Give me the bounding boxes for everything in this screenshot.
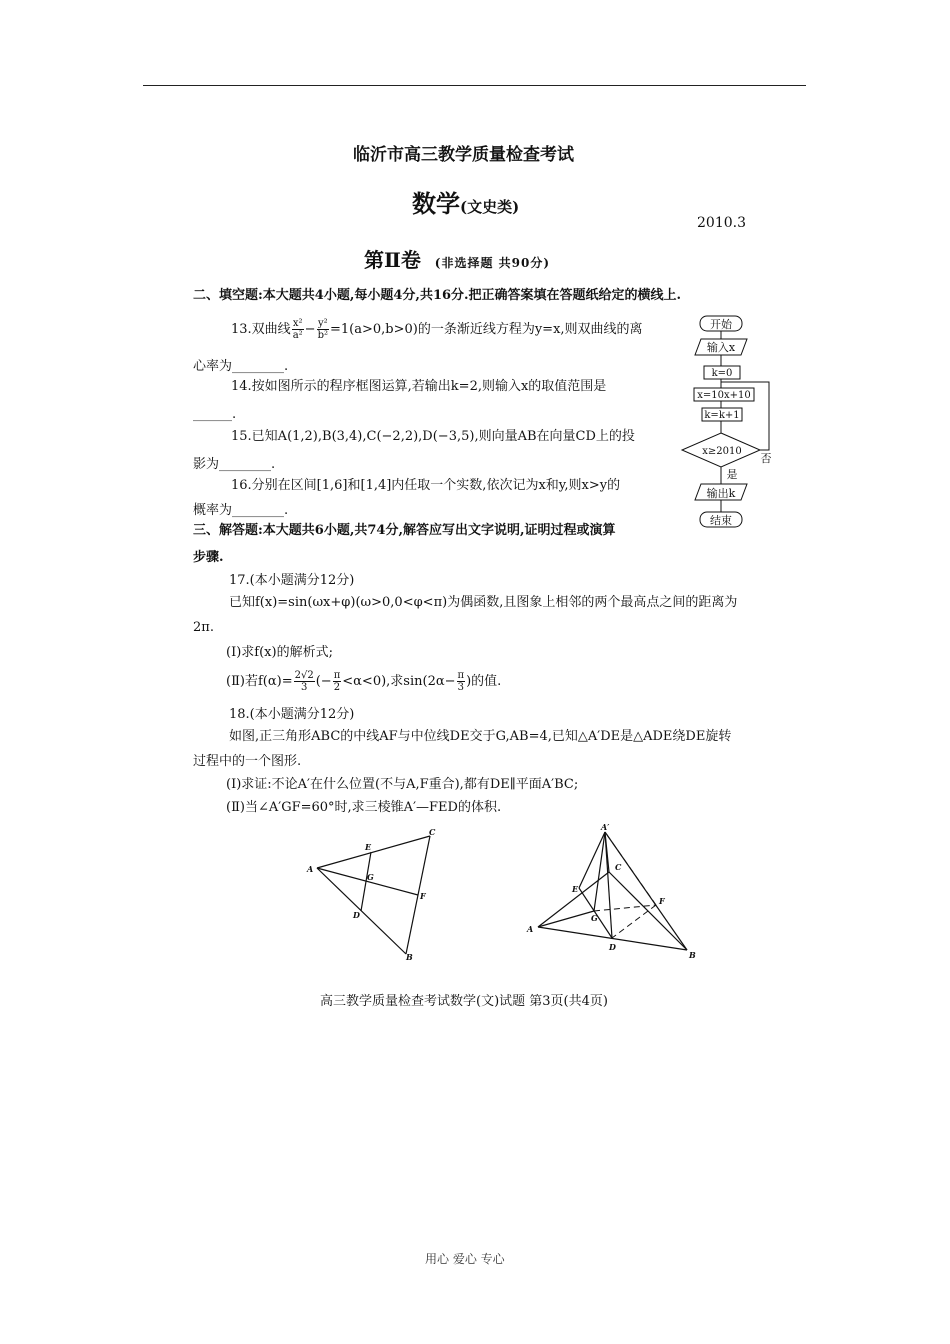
flow-yes-label: 是 <box>726 468 738 481</box>
q13-fraction-1 <box>292 318 304 341</box>
subject-name: 数学 <box>412 189 460 218</box>
flow-no-label: 否 <box>760 452 772 465</box>
question-18-part2: (Ⅱ)当∠A′GF=60°时,求三棱锥A′—FED的体积. <box>226 800 502 815</box>
label-F: F <box>659 896 665 906</box>
question-17-line1: 已知f(x)=sin(ωx+φ)(ω>0,0<φ<π)为偶函数,且图象上相邻的两个最高点之间的距离为 <box>229 595 738 610</box>
label-A: A <box>307 864 314 874</box>
figure-plane-triangle <box>305 826 440 961</box>
subject-title <box>412 184 519 219</box>
part-note: (非选择题 共90分) <box>434 256 551 270</box>
flow-condition-label: x≥2010 <box>702 446 742 457</box>
label-D: D <box>609 942 616 952</box>
label-F: F <box>420 891 426 901</box>
label-G: G <box>591 913 598 923</box>
q17p2-fraction-2 <box>333 670 342 693</box>
edge-AC <box>317 836 430 868</box>
question-17-heading: 17.(本小题满分12分) <box>229 573 355 588</box>
q17p2-fraction-3 <box>457 670 466 693</box>
program-flowchart <box>680 312 790 532</box>
q17p2-frac1-num: 2√2 <box>294 670 314 681</box>
q13-frac1-den: a² <box>292 330 303 341</box>
top-rule <box>143 85 806 86</box>
flow-update-k-label: k=k+1 <box>704 410 740 421</box>
section3-heading-line1: 三、解答题:本大题共6小题,共74分,解答应写出文字说明,证明过程或演算 <box>193 523 616 538</box>
figure-folded-pyramid <box>525 820 700 965</box>
q17p2-fraction-1 <box>294 670 315 693</box>
label-B: B <box>406 952 413 961</box>
label-C: C <box>429 827 436 837</box>
q13-fraction-2 <box>317 318 329 341</box>
question-17-line2: 2π. <box>193 620 214 635</box>
q13-frac2-den: b² <box>317 330 328 341</box>
label-C: C <box>615 862 622 872</box>
flow-init-label: k=0 <box>711 368 733 379</box>
label-E: E <box>365 842 372 852</box>
question-13-line1 <box>231 318 643 341</box>
edge-A1D <box>605 832 612 938</box>
question-18-heading: 18.(本小题满分12分) <box>229 707 355 722</box>
q17p2-frac3-num: π <box>457 670 465 681</box>
flow-input-label: 输入x <box>706 341 736 354</box>
page-footer: 高三教学质量检查考试数学(文)试题 第3页(共4页) <box>320 994 608 1009</box>
section3-heading-line2: 步骤. <box>193 550 224 565</box>
q13-frac1-num: x² <box>292 318 303 329</box>
exam-date: 2010.3 <box>697 215 746 231</box>
exam-title: 临沂市高三教学质量检查考试 <box>353 145 574 165</box>
question-14-line1: 14.按如图所示的程序框图运算,若输出k=2,则输入x的取值范围是 <box>231 379 607 394</box>
edge-A1B <box>605 832 687 950</box>
question-18-part1: (Ⅰ)求证:不论A′在什么位置(不与A,F重合),都有DE∥平面A′BC; <box>226 777 579 792</box>
q17p2-text-c: <α<0),求sin(2α− <box>342 674 456 689</box>
question-13-line2: 心率为________. <box>193 359 289 374</box>
q13-text-a: 13.双曲线 <box>231 322 291 337</box>
question-15-line2: 影为________. <box>193 457 276 472</box>
bottom-motto: 用心 爱心 专心 <box>425 1252 505 1266</box>
section2-heading: 二、填空题:本大题共4小题,每小题4分,共16分.把正确答案填在答题纸给定的横线上. <box>193 288 682 303</box>
label-D: D <box>353 910 360 920</box>
q13-minus: − <box>304 322 316 337</box>
question-16-line2: 概率为________. <box>193 503 289 518</box>
question-15-line1: 15.已知A(1,2),B(3,4),C(−2,2),D(−3,5),则向量AB在向量CD上的投 <box>231 429 635 444</box>
q17p2-frac1-den: 3 <box>300 682 308 693</box>
edge-AG <box>538 911 594 927</box>
part-title <box>364 244 550 273</box>
flow-end-label: 结束 <box>710 514 732 527</box>
question-18-line1: 如图,正三角形ABC的中线AF与中位线DE交于G,AB=4,已知△A′DE是△ADE绕DE旋转 <box>229 729 732 744</box>
label-A: A <box>527 924 534 934</box>
flow-start-label: 开始 <box>710 318 732 331</box>
question-16-line1: 16.分别在区间[1,6]和[1,4]内任取一个实数,依次记为x和y,则x>y的 <box>231 478 621 493</box>
label-E: E <box>572 884 579 894</box>
q17p2-frac3-den: 3 <box>457 682 464 693</box>
flow-output-label: 输出k <box>706 487 736 500</box>
flow-update-x-label: x=10x+10 <box>697 390 751 401</box>
question-14-line2: ______. <box>193 407 237 422</box>
question-17-part2 <box>226 670 501 693</box>
q17p2-frac2-num: π <box>333 670 341 681</box>
dashed-FD <box>612 905 656 938</box>
label-G: G <box>367 872 374 882</box>
q17p2-text-d: )的值. <box>466 674 502 689</box>
q17p2-frac2-den: 2 <box>333 682 341 693</box>
q17p2-text-a: (Ⅱ)若f(α)= <box>226 674 293 689</box>
label-B: B <box>689 950 696 960</box>
question-17-part1: (Ⅰ)求f(x)的解析式; <box>226 645 333 660</box>
part-name: 第Ⅱ卷 <box>364 248 421 272</box>
q17p2-text-b: (− <box>315 674 332 689</box>
label-A1: A′ <box>601 822 610 832</box>
subject-note: (文史类) <box>460 198 520 216</box>
q13-frac2-num: y² <box>317 318 328 329</box>
q13-text-b: =1(a>0,b>0)的一条渐近线方程为y=x,则双曲线的离 <box>330 322 643 337</box>
question-18-line2: 过程中的一个图形. <box>193 754 302 769</box>
